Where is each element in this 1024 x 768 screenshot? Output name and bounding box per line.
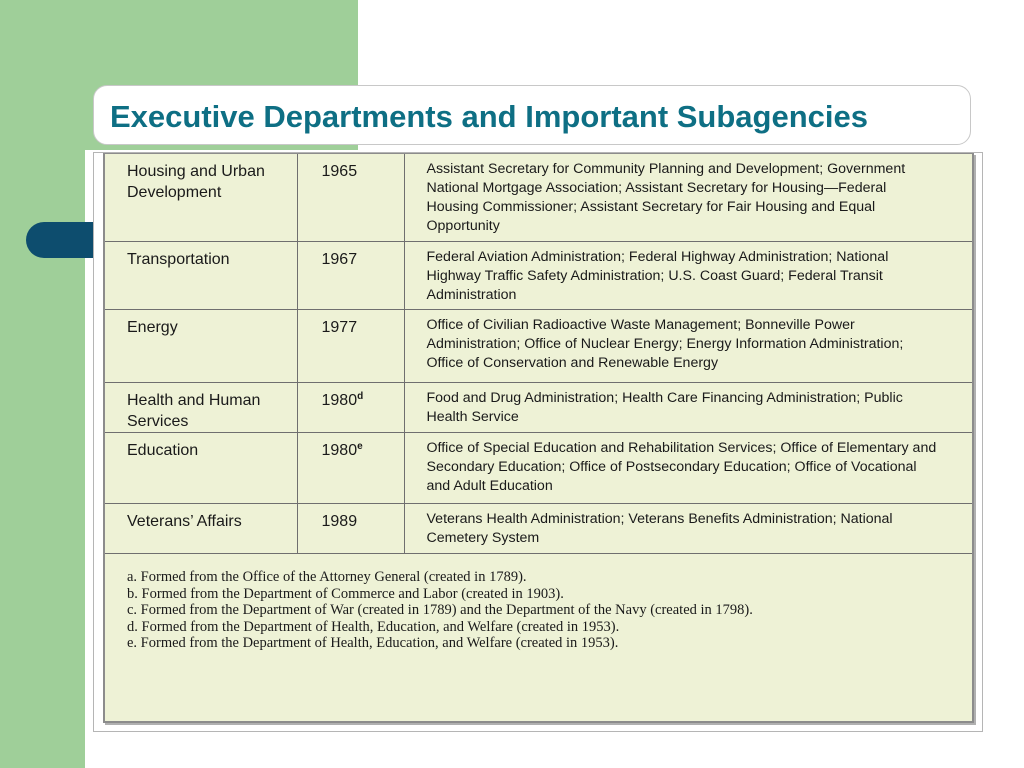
year-value: 1980 (321, 441, 358, 459)
year-value: 1980 (321, 391, 358, 409)
year-value: 1965 (321, 163, 358, 180)
table-row (105, 382, 972, 432)
subagencies-cell: Office of Civilian Radioactive Waste Management; Bonneville Power Administration; Office of Nuclear Energy; Energy Information Administration; Office of Conservation and Renewable Energy (404, 309, 972, 382)
subagencies-cell: Food and Drug Administration; Health Care Financing Administration; Public Health Service (404, 382, 972, 432)
subagencies-cell: Office of Special Education and Rehabilitation Services; Office of Elementary and Secondary Education; Office of Postsecondary Education; Office of Vocational and Adult Education (404, 432, 972, 503)
footnote-item: e. Formed from the Department of Health, Education, and Welfare (created in 1953). (127, 635, 619, 652)
footnotes-list (127, 569, 753, 652)
table-frame (93, 152, 983, 732)
year-cell (297, 432, 404, 503)
year-footnote-marker: e (357, 440, 363, 452)
subagencies-cell: Veterans Health Administration; Veterans Benefits Administration; National Cemetery System (404, 503, 972, 553)
table-row (105, 432, 972, 503)
title-box (93, 85, 971, 145)
table-row (105, 503, 972, 553)
department-cell: Veterans’ Affairs (105, 503, 297, 553)
year-cell (297, 154, 404, 241)
footnote-item: d. Formed from the Department of Health, Education, and Welfare (created in 1953). (127, 618, 620, 635)
department-cell: Health and Human Services (105, 382, 297, 432)
footnote-item: b. Formed from the Department of Commerce and Labor (created in 1903). (127, 585, 564, 602)
year-cell (297, 503, 404, 553)
table-row (105, 241, 972, 309)
year-cell (297, 309, 404, 382)
footnote-item: c. Formed from the Department of War (created in 1789) and the Department of the Navy (created in 1798). (127, 602, 753, 619)
subagencies-cell: Assistant Secretary for Community Planning and Development; Government National Mortgage Association; Assistant Secretary for Housing—Federal Housing Commissioner; Assistant Secretary for Fair Housing and Equal Opportunity (404, 154, 972, 241)
departments-table (105, 154, 972, 554)
table-row (105, 154, 972, 241)
department-cell: Housing and Urban Development (105, 154, 297, 241)
year-value: 1989 (321, 512, 358, 530)
department-cell: Education (105, 432, 297, 503)
year-value: 1967 (321, 250, 358, 268)
table-row (105, 309, 972, 382)
page-title: Executive Departments and Important Subagencies (110, 99, 868, 134)
footnote-item: a. Formed from the Office of the Attorney General (created in 1789). (127, 569, 527, 585)
year-value: 1977 (321, 318, 358, 336)
left-decorative-band (0, 0, 85, 768)
table-panel (103, 153, 974, 723)
year-cell (297, 382, 404, 432)
subagencies-cell: Federal Aviation Administration; Federal Highway Administration; National Highway Traffic Safety Administration; U.S. Coast Guard; Federal Transit Administration (404, 241, 972, 309)
year-cell (297, 241, 404, 309)
year-footnote-marker: d (357, 390, 364, 402)
department-cell: Energy (105, 309, 297, 382)
department-cell: Transportation (105, 241, 297, 309)
